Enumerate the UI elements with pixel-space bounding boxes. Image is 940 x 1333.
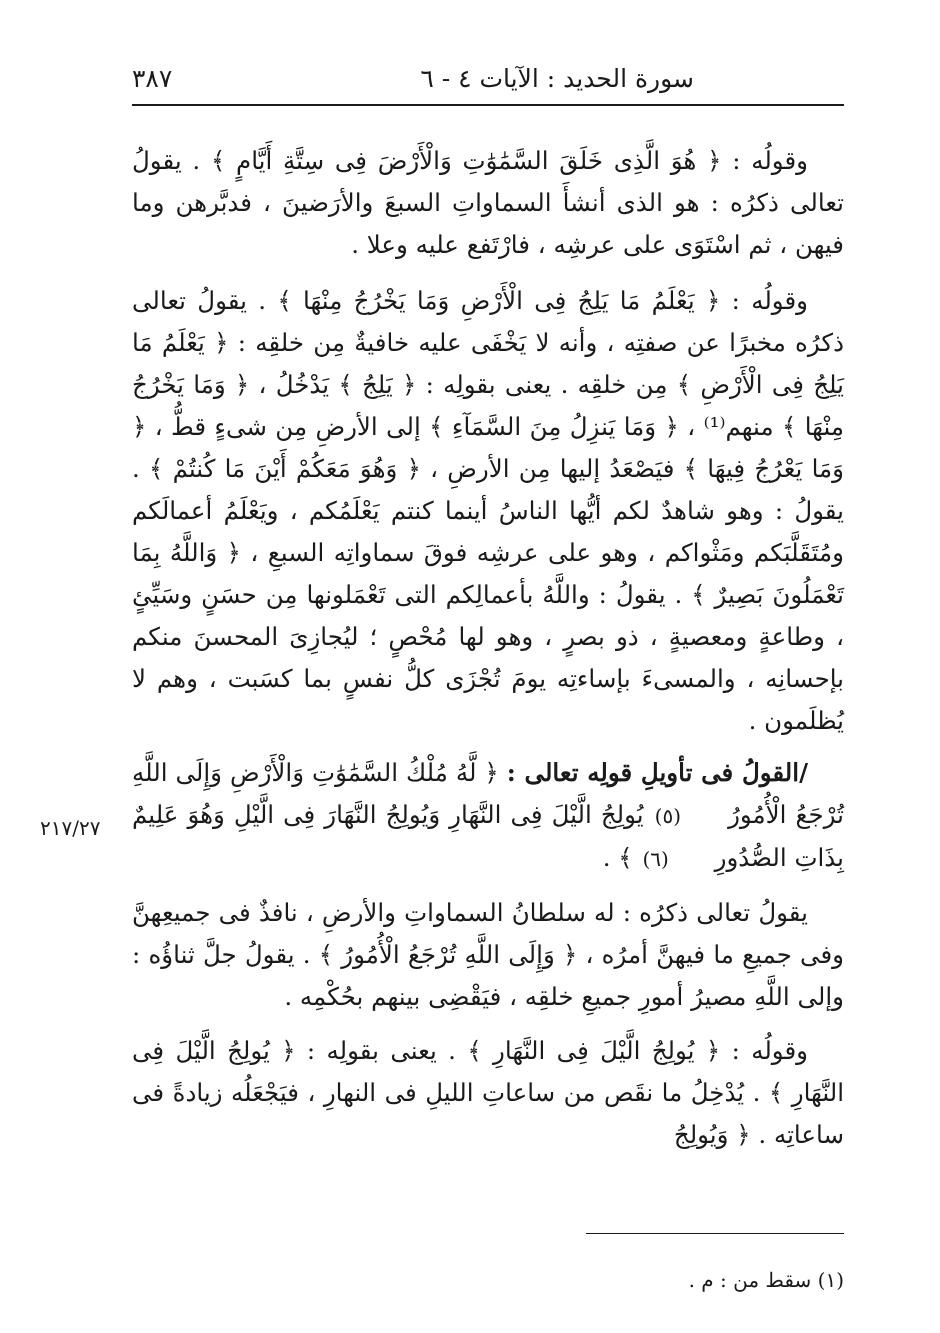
section-heading-verses-5-6 xyxy=(132,752,844,880)
margin-reference: ٢١٧/٢٧ xyxy=(40,816,101,840)
page-number: ٣٨٧ xyxy=(132,64,173,93)
verse-close: ﴾ . xyxy=(602,843,633,872)
verse-number-6: (٦) xyxy=(642,847,669,871)
page-title: سورة الحديد : الآيات ٤ - ٦ xyxy=(420,64,694,93)
verse-5-text: ﴿ لَّهُ مُلْكُ السَّمَٰوَٰتِ وَالْأَرْضِ وَإِلَى اللَّهِ تُرْجَعُ الْأُمُورُ xyxy=(132,758,844,829)
page-header xyxy=(132,58,844,104)
main-text xyxy=(132,140,844,1156)
verse-6-text: يُولِجُ الَّيْلَ فِى النَّهَارِ وَيُولِجُ النَّهَارَ فِى الَّيْلِ وَهُوَ عَلِيمٌ بِذَاتِ الصُّدُورِ xyxy=(132,800,844,872)
footnote: (١) سقط من : م . xyxy=(688,1268,844,1292)
paragraph-sovereignty: يقولُ تعالى ذكرُه : له سلطانُ السماواتِ والأرضِ ، نافذٌ فى جميعِهنَّ وفى جميعِ ما فيهنَّ أمرُه ، ﴿ وَإِلَى اللَّهِ تُرْجَعُ الْأُمُورُ ﴾ . يقولُ جلَّ ثناؤُه : وإلى اللَّهِ مصيرُ أمورِ جميعِ خلقِه ، فيَقْضِى بينهم بحُكْمِه . xyxy=(132,898,844,1011)
section-lead: /القولُ فى تأويلِ قولِه تعالى : xyxy=(506,758,809,787)
footnote-divider xyxy=(586,1233,844,1234)
paragraph-verse-4: وقولُه : ﴿ هُوَ الَّذِى خَلَقَ السَّمَٰوَٰتِ وَالْأَرْضَ فِى سِتَّةِ أَيَّامٍ ﴾ . يقولُ تعالى ذكرُه : هو الذى أنشأَ السماواتِ السبعَ والأرَضينَ ، فدبَّرهن وما فيهن ، ثم اسْتَوَى على عرشِه ، فارْتَفع عليه وعلا . xyxy=(132,146,844,259)
paragraph-verse-4-knowledge: وقولُه : ﴿ يَعْلَمُ مَا يَلِجُ فِى الْأَرْضِ وَمَا يَخْرُجُ مِنْهَا ﴾ . يقولُ تعالى ذكرُه مخبرًا عن صفتِه ، وأنه لا يَخْفَى عليه خافيةٌ مِن خلقِه : ﴿ يَعْلَمُ مَا يَلِجُ فِى الْأَرْضِ ﴾ مِن خلقِه . يعنى بقولِه : ﴿ يَلِجُ ﴾ يَدْخُلُ ، ﴿ وَمَا يَخْرُجُ مِنْهَا ﴾ منهم⁽¹⁾ ، ﴿ وَمَا يَنزِلُ مِنَ السَّمَآءِ ﴾ إلى الأرضِ مِن شىءٍ قطُّ ، ﴿ وَمَا يَعْرُجُ فِيهَا ﴾ فيَصْعَدُ إليها مِن الأرضِ ، ﴿ وَهُوَ مَعَكُمْ أَيْنَ مَا كُنتُمْ ﴾ . يقولُ : وهو شاهدٌ لكم أيُّها الناسُ أينما كنتم يَعْلَمُكم ، ويَعْلَمُ أعمالَكم ومُتَقَلَّبَكم ومَثْواكم ، وهو على عرشِه فوقَ سماواتِه السبعِ ، ﴿ وَاللَّهُ بِمَا تَعْمَلُونَ بَصِيرٌ ﴾ . يقولُ : واللَّهُ بأعمالِكم التى تَعْمَلونها مِن حسَنٍ وسَيِّئٍ ، وطاعةٍ ومعصيةٍ ، ذو بصرٍ ، وهو لها مُحْصٍ ؛ ليُجازِىَ المحسنَ منكم بإحسانِه ، والمسىءَ بإساءتِه يومَ تُجْزَى كلُّ نفسٍ بما كسَبت ، وهم لا يُظلَمون . xyxy=(132,286,844,735)
verse-number-5: (٥) xyxy=(654,804,682,828)
header-divider xyxy=(132,104,844,106)
paragraph-night-into-day: وقولُه : ﴿ يُولِجُ الَّيْلَ فِى النَّهَارِ ﴾ . يعنى بقولِه : ﴿ يُولِجُ الَّيْلَ فِى النَّهَارِ ﴾ . يُدْخِلُ ما نقَص من ساعاتِ الليلِ فى النهارِ ، فيَجْعَلُه زيادةً فى ساعاتِه . ﴿ وَيُولِجُ xyxy=(132,1036,844,1149)
